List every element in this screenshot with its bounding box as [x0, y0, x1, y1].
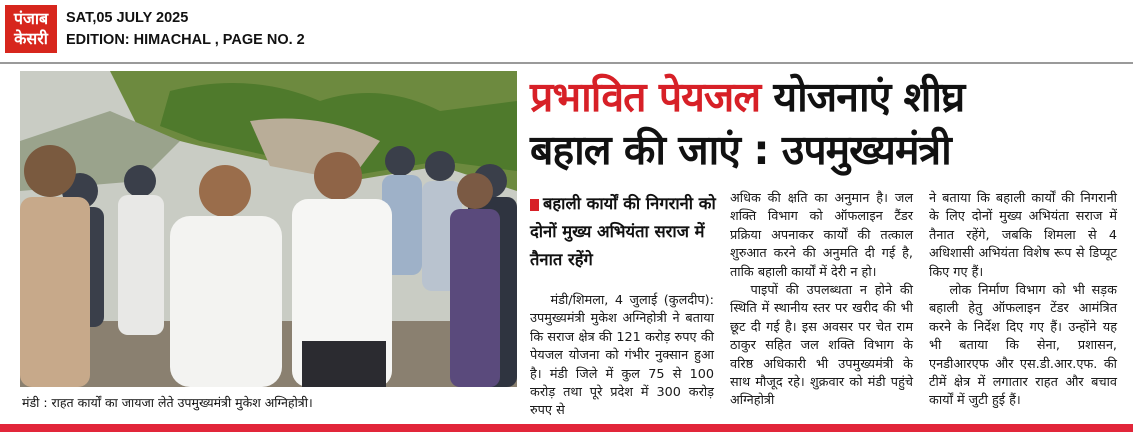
article-column-2: [730, 190, 913, 411]
headline-red-part: प्रभावित पेयजल: [530, 73, 761, 121]
edition-info: [66, 7, 305, 51]
header-divider: [0, 62, 1133, 64]
headline-black-part-2: बहाल की जाएं : उपमुख्यमंत्री: [530, 126, 951, 174]
issue-date: SAT,05 JULY 2025: [66, 10, 189, 26]
headline-black-part-1: योजनाएं शीघ्र: [760, 73, 965, 121]
footer-red-rule: [0, 424, 1133, 432]
edition-page: EDITION: HIMACHAL , PAGE NO. 2: [66, 32, 305, 48]
masthead: [0, 0, 1133, 62]
article-paragraph: अधिक की क्षति का अनुमान है। जल शक्ति विभाग को ऑफलाइन टैंडर प्रक्रिया अपनाकर कार्यों की तत्काल शुरुआत करने की अनुमति दी गई है, ताकि बहाली कार्यों में देरी न हो।: [730, 191, 913, 280]
article-column-3: [929, 190, 1117, 411]
article-paragraph: मंडी/शिमला, 4 जुलाई (कुलदीप): उपमुख्यमंत्री मुकेश अग्निहोत्री ने बताया कि सराज क्षेत्र की 121 करोड़ रुपए की पेयजल योजना को गंभीर नुक्सान हुआ है। मंडी जिले में कुल 75 से 100 करोड़ तथा पूरे प्रदेश में 300 करोड़ रुपए से: [530, 293, 714, 419]
logo-line-2: केसरी: [14, 29, 48, 48]
photo-illustration: [20, 71, 517, 387]
headline: [530, 71, 1120, 177]
subheadline: [530, 190, 718, 274]
photo-caption: मंडी : राहत कार्यों का जायजा लेते उपमुख्यमंत्री मुकेश अग्निहोत्री।: [22, 395, 313, 410]
article-column-1: [530, 292, 714, 421]
article-paragraph: लोक निर्माण विभाग को भी सड़क बहाली हेतु ऑफलाइन टेंडर आमंत्रित करने के निर्देश दिए गए हैं। उन्होंने यह भी बताया कि सेना, प्रशासन, एनडीआरएफ और एस.डी.आर.एफ. की टीमें क्षेत्र में लगातार राहत और बचाव कार्यों में जुटी हुई हैं।: [929, 283, 1117, 409]
article-paragraph: पाइपों की उपलब्धता न होने की स्थिति में स्थानीय स्तर पर खरीद की भी छूट दी गई है। इस अवसर पर चेत राम ठाकुर सहित जल शक्ति विभाग के वरिष्ठ अधिकारी भी उपमुख्यमंत्री के साथ मौजूद रहे। शुक्रवार को मंडी पहुंचे अग्निहोत्री: [730, 283, 913, 409]
logo-line-1: पंजाब: [13, 9, 49, 28]
news-photo: [20, 71, 517, 387]
punjab-kesari-logo: [5, 5, 57, 53]
subheadline-text: बहाली कार्यों की निगरानी को दोनों मुख्य अभियंता सराज में तैनात रहेंगे: [530, 194, 716, 269]
article-paragraph: ने बताया कि बहाली कार्यों की निगरानी के लिए दोनों मुख्य अभियंता सराज में तैनात रहेंगे, जबकि शिमला से 4 अधिशासी अभियंता विशेष रूप से डिप्यूट किए गए हैं।: [929, 191, 1117, 280]
red-bullet-icon: [530, 199, 539, 211]
